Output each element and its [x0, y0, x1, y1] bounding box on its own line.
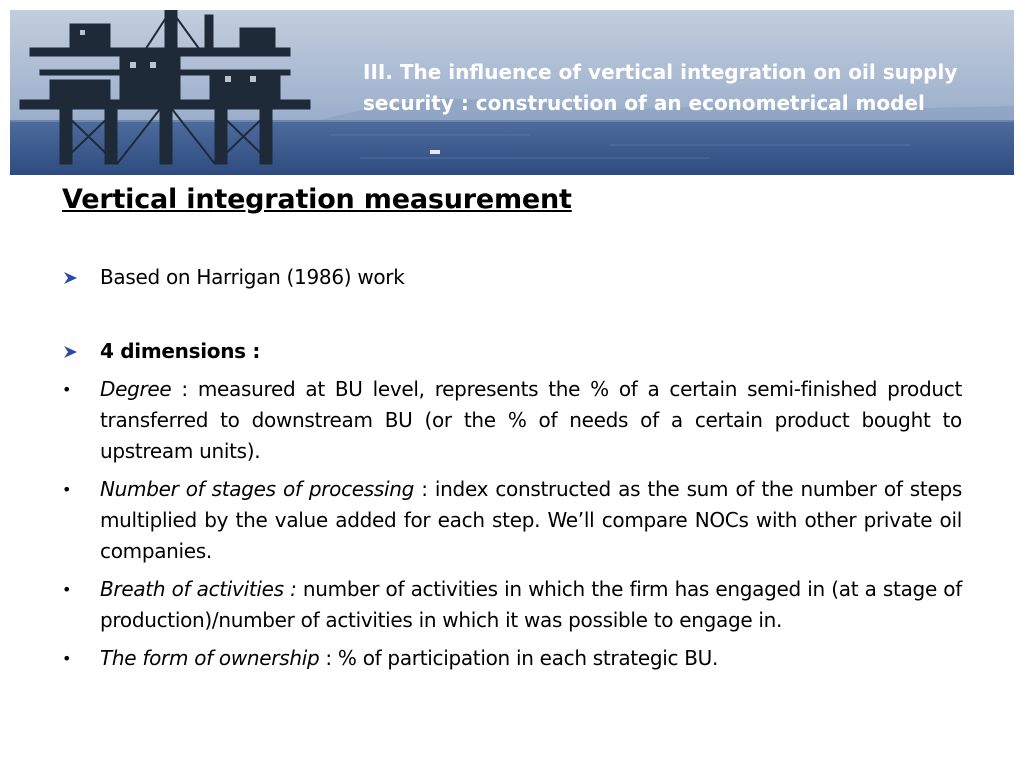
dimension-item [60, 643, 962, 674]
dimension-term: Breath of activities : [100, 577, 297, 601]
bullet-text: 4 dimensions : [100, 339, 261, 363]
slide-section-title: III. The influence of vertical integration on oil supply security : construction of an econometrical model [363, 60, 958, 115]
dimension-description: : index constructed as the sum of the number of steps multiplied by the value added for each step. We’ll compare NOCs with other private oil companies. [100, 477, 962, 563]
dimension-description: number of activities in which the firm has engaged in (at a stage of production)/number of activities in which it was possible to engage in. [100, 577, 962, 632]
dimension-item [60, 374, 962, 467]
dimension-description: : % of participation in each strategic BU. [319, 646, 719, 670]
dimension-description: : measured at BU level, represents the % of a certain semi-finished product transferred to downstream BU (or the % of needs of a certain product bought to upstream units). [100, 377, 962, 463]
header-banner [10, 10, 1014, 175]
dimension-term: The form of ownership [100, 646, 320, 670]
bullet-dot-icon: • [62, 480, 72, 499]
slide-heading: Vertical integration measurement [62, 184, 572, 215]
bullet-dot-icon: • [62, 580, 72, 599]
dimension-term: Number of stages of processing [100, 477, 415, 501]
dimension-term: Degree [100, 377, 172, 401]
bullet-dot-icon: • [62, 380, 72, 399]
dimension-item [60, 474, 962, 567]
bullet-text: Based on Harrigan (1986) work [100, 265, 405, 289]
dimension-item [60, 574, 962, 636]
arrow-bullet-icon [63, 345, 78, 359]
arrow-bullet-icon [63, 271, 78, 285]
bullet-dot-icon: • [62, 649, 72, 668]
bullet-item [60, 262, 962, 293]
bullet-item [60, 336, 962, 367]
slide-body [60, 262, 962, 674]
